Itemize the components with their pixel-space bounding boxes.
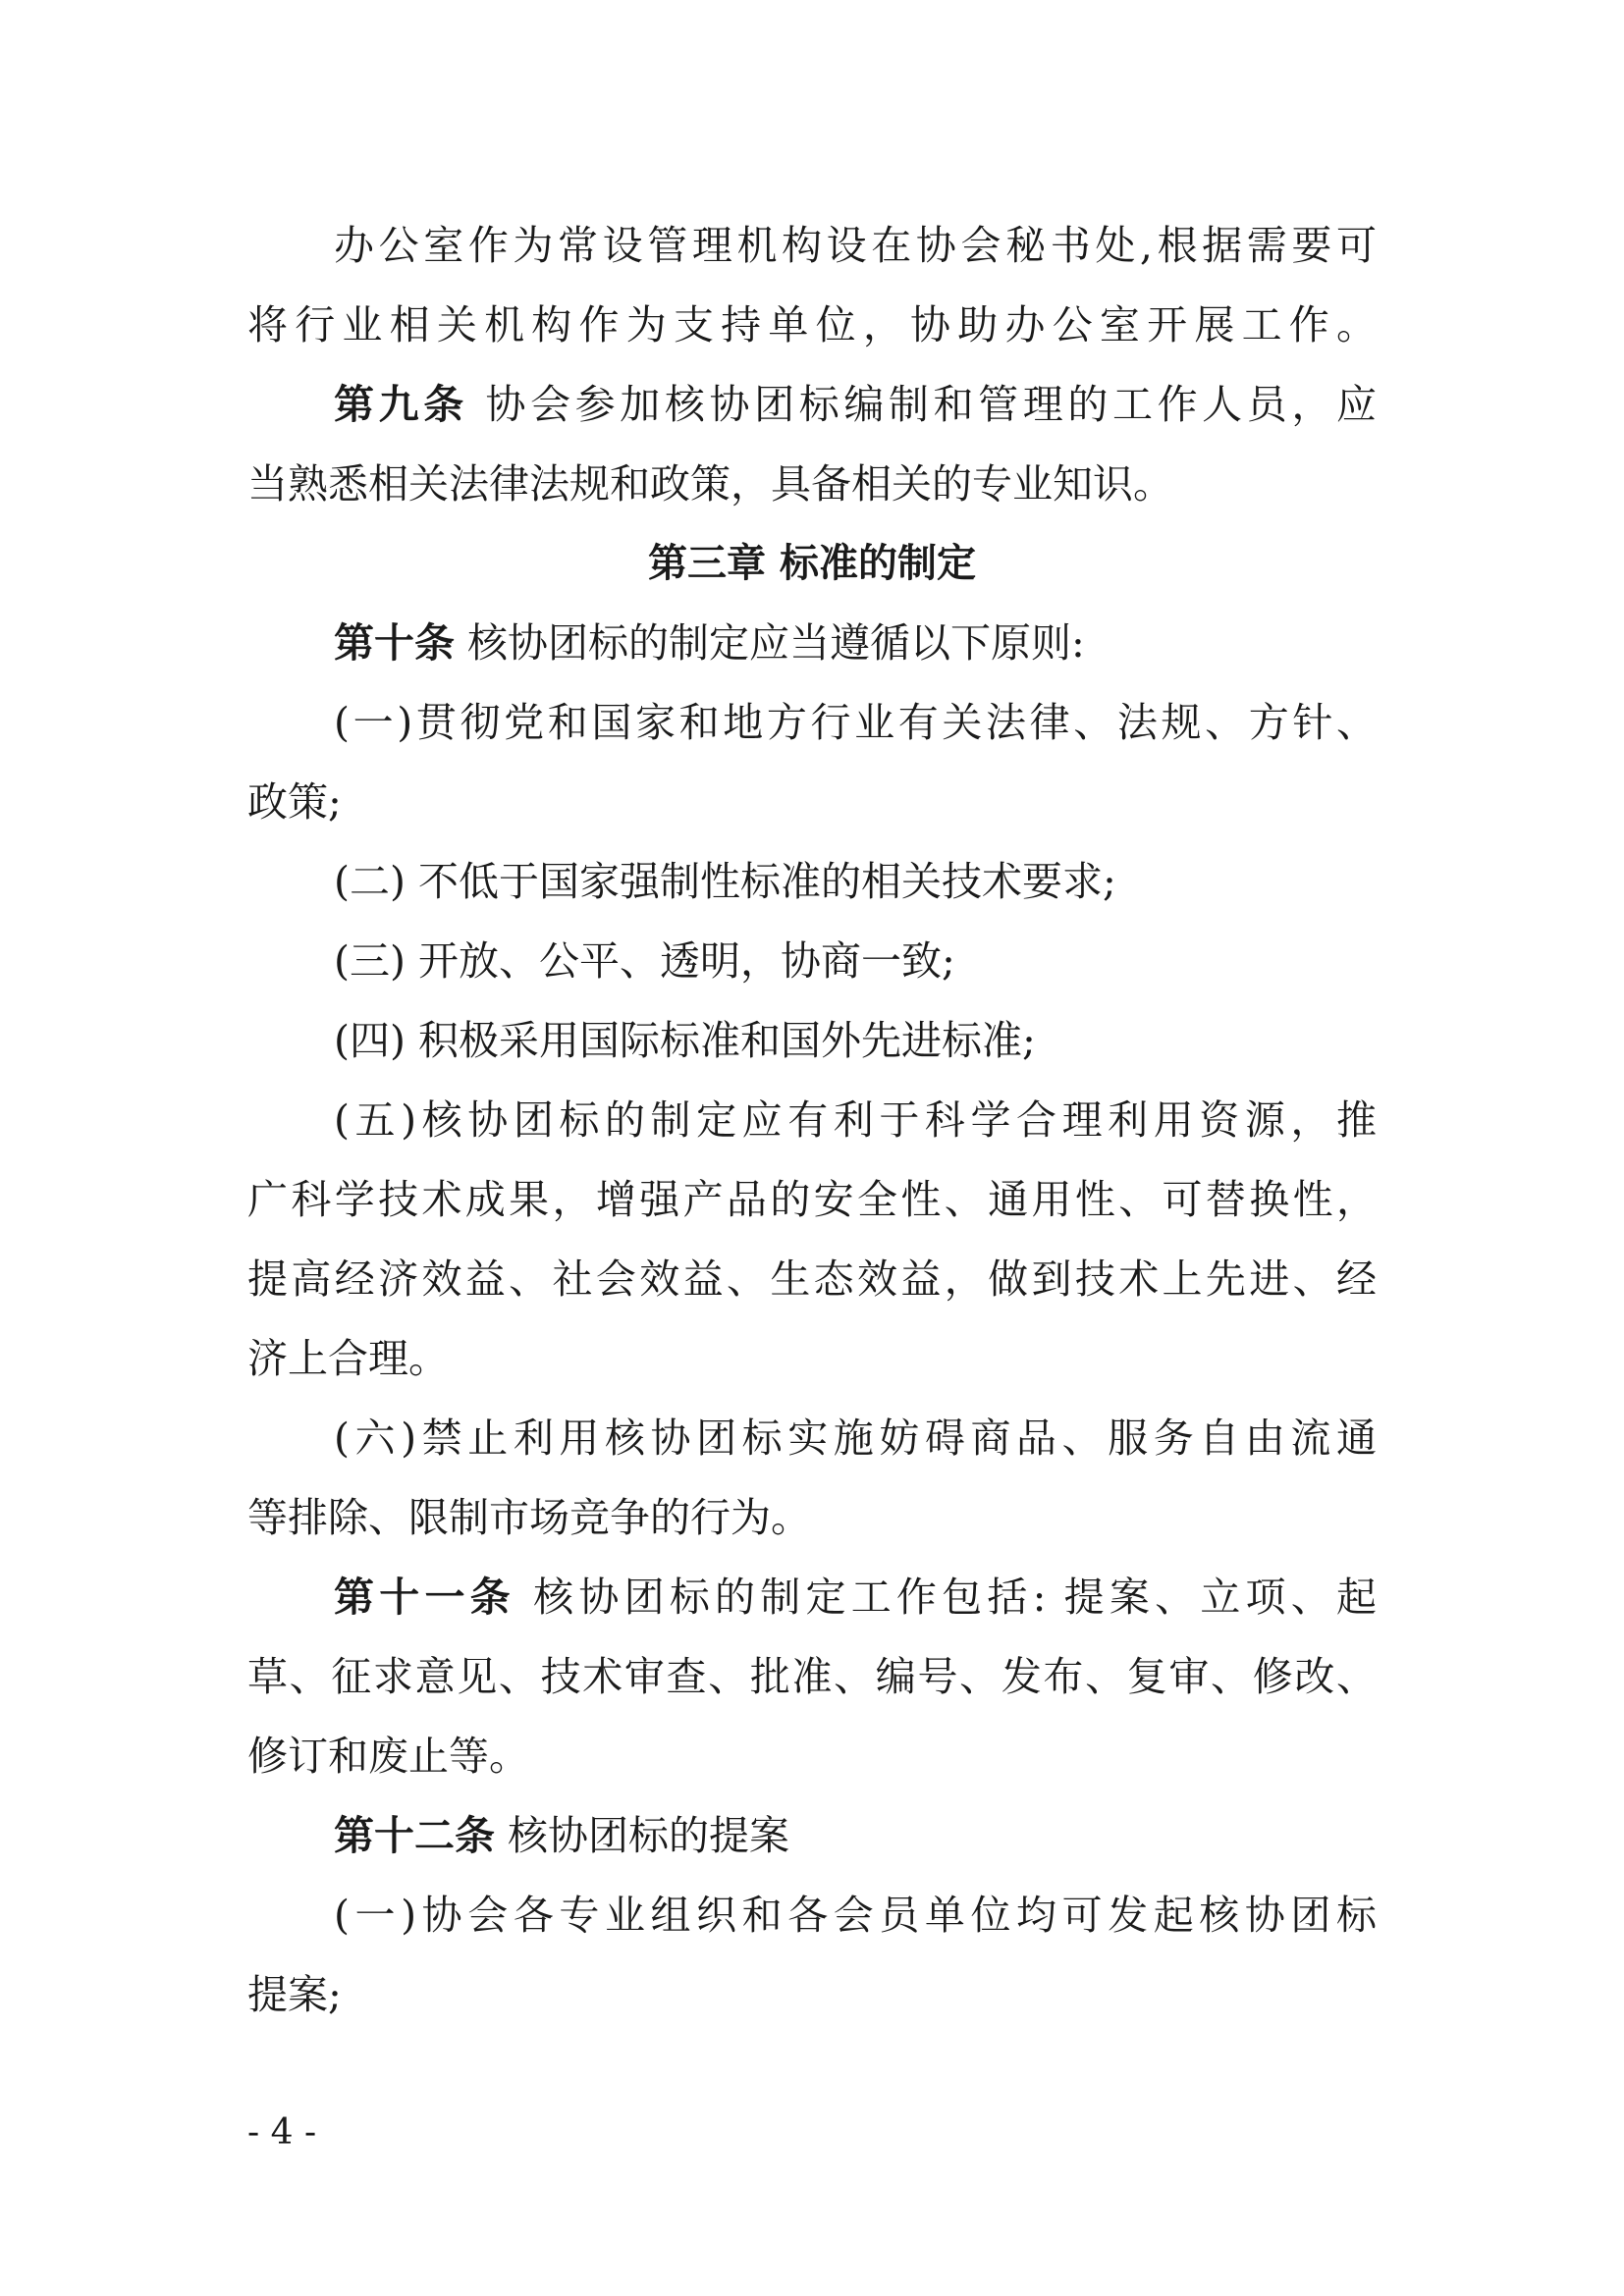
document-page — [247, 206, 1377, 2035]
paragraph-line: 办公室作为常设管理机构设在协会秘书处,根据需要可 — [334, 222, 1377, 269]
article-heading: 第九条 — [334, 381, 468, 428]
paragraph-line: 广科学技术成果，增强产品的安全性、通用性、可替换性， — [247, 1176, 1377, 1223]
page-number: - 4 - — [247, 2112, 317, 2153]
article-heading: 第十条 — [334, 619, 455, 667]
list-item-line: (二) 不低于国家强制性标准的相关技术要求; — [334, 858, 1116, 905]
article-heading: 第十一条 — [334, 1574, 515, 1621]
paragraph-line: 提高经济效益、社会效益、生态效益，做到技术上先进、经 — [247, 1255, 1377, 1303]
paragraph-line: 将行业相关机构作为支持单位，协助办公室开展工作。 — [247, 301, 1377, 348]
article-text: 核协团标的制定应当遵循以下原则: — [467, 619, 1085, 667]
paragraph-line: 草、征求意见、技术审查、批准、编号、发布、复审、修改、 — [247, 1653, 1377, 1700]
list-item-line: (三) 开放、公平、透明，协商一致; — [334, 937, 955, 985]
article-11-line — [247, 1558, 1377, 1637]
article-text: 核协团标的制定工作包括: 提案、立项、起 — [533, 1574, 1377, 1621]
chapter-heading: 第三章 标准的制定 — [648, 541, 976, 586]
paragraph-line: 修订和废止等。 — [247, 1733, 529, 1780]
list-item-line: (五)核协团标的制定应有利于科学合理利用资源，推 — [334, 1096, 1377, 1144]
list-item-line: (六)禁止利用核协团标实施妨碍商品、服务自由流通 — [334, 1415, 1377, 1462]
paragraph-line: 政策; — [247, 778, 342, 826]
article-12-line — [247, 1796, 1377, 1876]
article-9-line — [247, 365, 1377, 445]
list-item-line: (四) 积极采用国际标准和国外先进标准; — [334, 1017, 1036, 1064]
paragraph-line: 当熟悉相关法律法规和政策，具备相关的专业知识。 — [247, 460, 1173, 507]
list-item-line: (一)贯彻党和国家和地方行业有关法律、法规、方针、 — [334, 699, 1377, 746]
paragraph-line: 提案; — [247, 1971, 342, 2018]
article-10-line — [247, 604, 1377, 683]
article-heading: 第十二条 — [334, 1812, 495, 1859]
article-text: 核协团标的提案 — [508, 1812, 790, 1859]
list-item-line: (一)协会各专业组织和各会员单位均可发起核协团标 — [334, 1892, 1377, 1939]
paragraph-line: 等排除、限制市场竞争的行为。 — [247, 1494, 811, 1541]
paragraph-line: 济上合理。 — [247, 1335, 449, 1382]
article-text: 协会参加核协团标编制和管理的工作人员，应 — [485, 381, 1377, 428]
